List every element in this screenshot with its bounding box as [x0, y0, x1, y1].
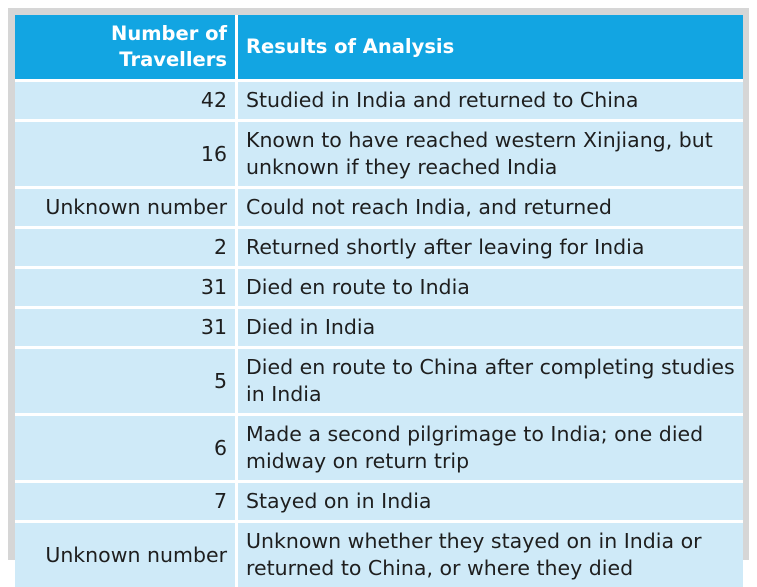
analysis-result: Could not reach India, and returned: [238, 189, 743, 229]
table-row: [15, 523, 743, 587]
results-header: Results of Analysis: [238, 15, 743, 82]
analysis-result: Known to have reached western Xinjiang, but unknown if they reached India: [238, 122, 743, 189]
traveller-count: 31: [15, 269, 238, 309]
table-row: [15, 269, 743, 309]
traveller-count: 16: [15, 122, 238, 189]
analysis-result: Studied in India and returned to China: [238, 82, 743, 122]
traveller-count: 42: [15, 82, 238, 122]
analysis-result: Died en route to China after completing studies in India: [238, 349, 743, 416]
table-row: [15, 416, 743, 483]
table-frame: [8, 8, 749, 580]
table-row: [15, 122, 743, 189]
analysis-result: Made a second pilgrimage to India; one died midway on return trip: [238, 416, 743, 483]
analysis-result: Returned shortly after leaving for India: [238, 229, 743, 269]
traveller-count: 7: [15, 483, 238, 523]
analysis-result: Unknown whether they stayed on in India or returned to China, or where they died: [238, 523, 743, 587]
traveller-count: Unknown number: [15, 523, 238, 587]
table-row: [15, 483, 743, 523]
analysis-result: Stayed on in India: [238, 483, 743, 523]
traveller-count: 2: [15, 229, 238, 269]
analysis-result: Died in India: [238, 309, 743, 349]
header-row: [15, 15, 743, 82]
traveller-count: 5: [15, 349, 238, 416]
traveller-count: Unknown number: [15, 189, 238, 229]
travellers-header: Number of Travellers: [15, 15, 238, 82]
table-row: [15, 229, 743, 269]
table-row: [15, 349, 743, 416]
traveller-count: 6: [15, 416, 238, 483]
analysis-result: Died en route to India: [238, 269, 743, 309]
travellers-table: [15, 15, 743, 587]
table-row: [15, 189, 743, 229]
table-row: [15, 309, 743, 349]
table-row: [15, 82, 743, 122]
traveller-count: 31: [15, 309, 238, 349]
